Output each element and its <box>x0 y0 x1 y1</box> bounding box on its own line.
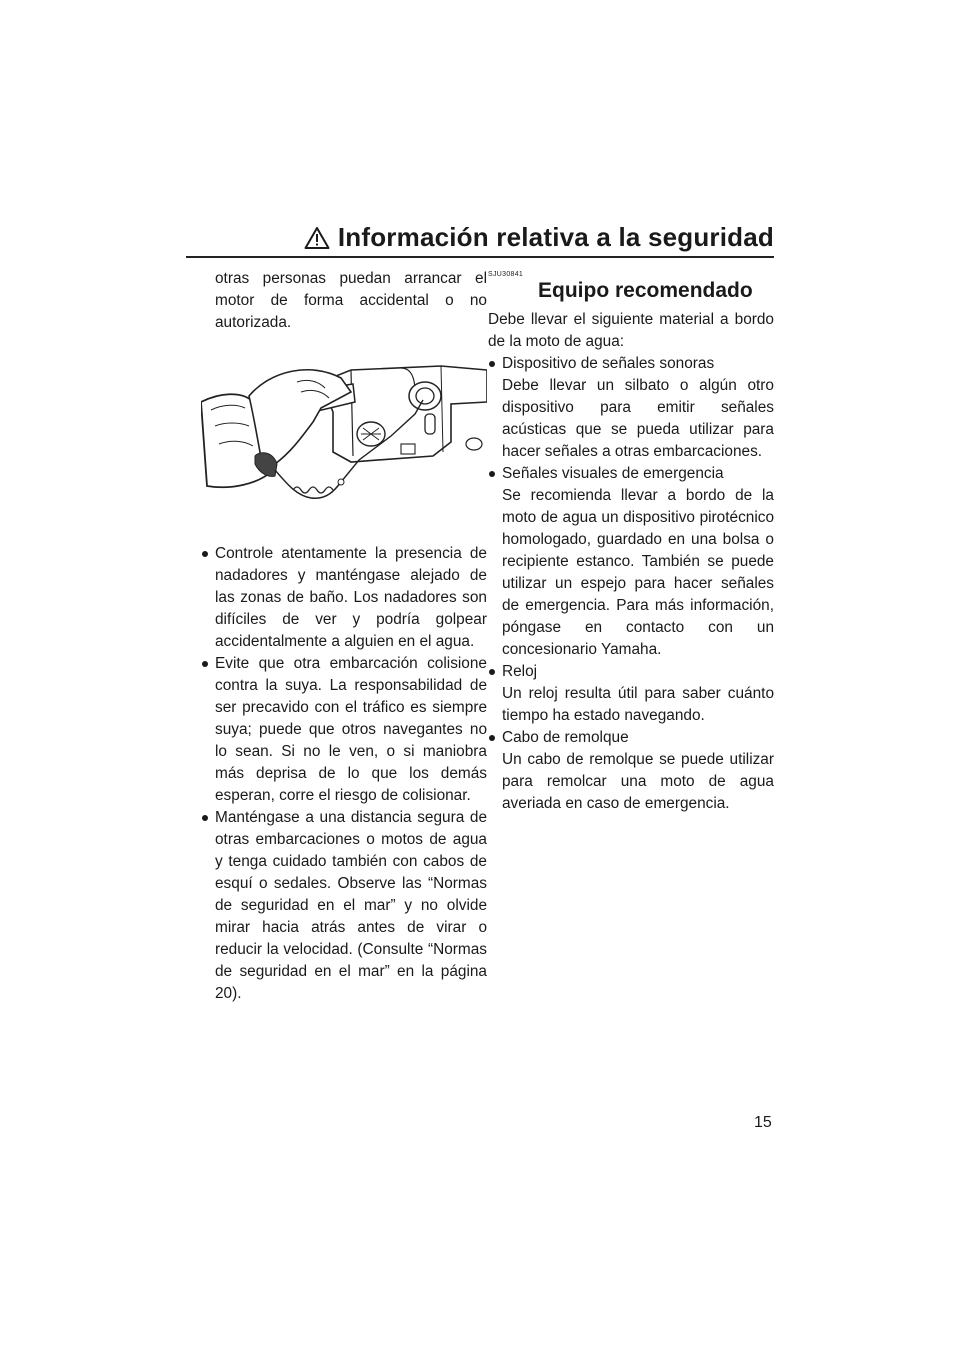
list-item <box>201 543 487 653</box>
section-code: SJU30841 <box>488 271 524 278</box>
page-header <box>186 222 774 258</box>
continuation-text: otras personas puedan arrancar el motor de forma accidental o no autorizada. <box>215 270 487 331</box>
item-description: Se recomienda llevar a bordo de la moto de agua un dispositivo pirotécnico homologado, guardado en una bolsa o recipiente estanco. También se puede utilizar un espejo para hacer señales de emergencia. Para más información, póngase en contacto con un concesionario Yamaha. <box>502 487 774 658</box>
item-description: Debe llevar un silbato o algún otro dispositivo para emitir señales acústicas que se pueda utilizar para hacer señales a otras embarcaciones. <box>502 377 774 460</box>
section-intro: Debe llevar el siguiente material a bordo de la moto de agua: <box>488 311 774 350</box>
warning-triangle-icon <box>304 226 330 250</box>
list-item <box>201 807 487 1005</box>
item-title: Cabo de remolque <box>502 729 629 746</box>
item-title: Señales visuales de emergencia <box>502 465 724 482</box>
item-title: Dispositivo de señales sonoras <box>502 355 715 372</box>
list-item <box>488 353 774 463</box>
left-column <box>201 268 487 1005</box>
bullet-text: Controle atentamente la presencia de nadadores y manténgase alejado de las zonas de baño. Los nadadores son difíciles de ver y podría golpear accidentalmente a alguien en el agua. <box>215 545 487 650</box>
list-item <box>488 727 774 815</box>
list-item <box>488 661 774 727</box>
list-item <box>201 653 487 807</box>
item-title: Reloj <box>502 663 538 680</box>
page-number: 15 <box>754 1114 772 1131</box>
bullet-text: Manténgase a una distancia segura de otras embarcaciones o motos de agua y tenga cuidado también con cabos de esquí o sedales. Observe las “Normas de seguridad en el mar” y no olvide mirar hacia atrás antes de virar o reducir la velocidad. (Consulte “Normas de seguridad en el mar” en la página 20). <box>215 809 487 1002</box>
header-title-group <box>304 222 774 253</box>
wrist-lanyard-illustration <box>201 352 487 522</box>
item-description: Un reloj resulta útil para saber cuánto tiempo ha estado navegando. <box>502 685 774 724</box>
bullet-text: Evite que otra embarcación colisione contra la suya. La responsabilidad de ser precavido con el tráfico es siempre suya; puede que otros navegantes no lo sean. Si no le ven, o si maniobra más deprisa de lo que los demás esperan, corre el riesgo de colisionar. <box>215 655 487 804</box>
section-title: Equipo recomendado <box>538 279 753 302</box>
page-title: Información relativa a la seguridad <box>337 222 774 252</box>
right-column <box>488 268 774 815</box>
list-item <box>488 463 774 661</box>
item-description: Un cabo de remolque se puede utilizar para remolcar una moto de agua averiada en caso de emergencia. <box>502 751 774 812</box>
